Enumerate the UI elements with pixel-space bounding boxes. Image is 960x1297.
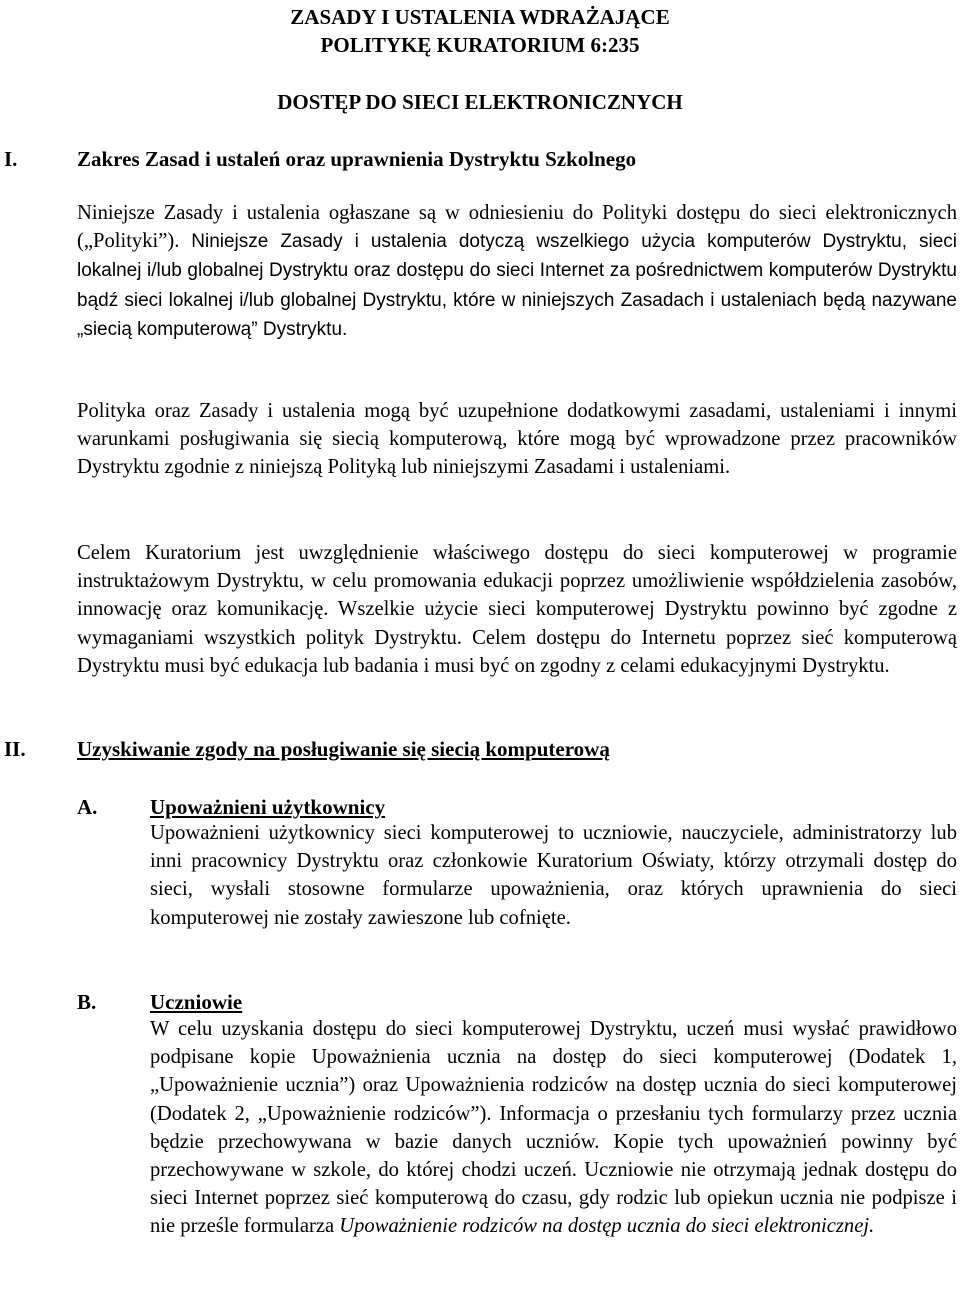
section-2-number: II. — [4, 737, 26, 761]
document-title-line-1: ZASADY I USTALENIA WDRAŻAJĄCE — [290, 5, 670, 29]
subsection-a-text: Upoważnieni użytkownicy sieci komputerowej to uczniowie, nauczyciele, administratorzy lub inni pracownicy Dystryktu oraz członkowie Kuratorium Oświaty, którzy otrzymali dostęp do sieci, wysłali stosowne formularze upoważnienia, oraz których uprawnienia do sieci komputerowej nie zostały zawieszone lub cofnięte. — [150, 822, 957, 929]
section-1-paragraph-3: Celem Kuratorium jest uwzględnienie właściwego dostępu do sieci komputerowej w programie instruktażowym Dystryktu, w celu promowania edukacji poprzez umożliwienie współdzielenia zasobów, innowację oraz komunikację. Wszelkie użycie sieci komputerowej Dystryktu powinno być zgodne z wymaganiami wszystkich polityk Dystryktu. Celem dostępu do Internetu poprzez sieć komputerową Dystryktu musi być edukacja lub badania i musi być on zgodny z celami edukacyjnymi Dystryktu. — [77, 542, 957, 677]
subsection-b-text-regular: W celu uzyskania dostępu do sieci komputerowej Dystryktu, uczeń musi wysłać prawidłowo podpisane kopie Upoważnienia ucznia na dostęp do sieci komputerowej (Dodatek 1, „Upoważnienie ucznia”) oraz Upoważnienia rodziców na dostęp ucznia do sieci komputerowej (Dodatek 2, „Upoważnienie rodziców”). Informacja o przesłaniu tych formularzy przez ucznia będzie przechowywana w bazie danych uczniów. Kopie tych upoważnień powinny być przechowywane w szkole, do której chodzi uczeń. Uczniowie nie otrzymają jednak dostępu do sieci Internet poprzez sieć komputerową do czasu, gdy rodzic lub opiekun ucznia nie podpisze i nie prześle formularza — [150, 1018, 957, 1238]
subsection-a-heading: Upoważnieni użytkownicy — [150, 795, 386, 819]
subsection-b-letter: B. — [77, 990, 97, 1014]
section-1-paragraph-2: Polityka oraz Zasady i ustalenia mogą być uzupełnione dodatkowymi zasadami, ustaleniami i innymi warunkami posługiwania się siecią komputerową, które mogą być wprowadzone przez pracowników Dystryktu zgodnie z niniejszą Polityką lub niniejszymi Zasadami i ustaleniami. — [77, 400, 957, 479]
section-1-paragraph-1 — [77, 199, 957, 344]
subsection-b-heading: Uczniowie — [150, 990, 243, 1014]
section-1-heading: Zakres Zasad i ustaleń oraz uprawnienia Dystryktu Szkolnego — [77, 147, 637, 171]
document-title-line-2: POLITYKĘ KURATORIUM 6:235 — [320, 33, 640, 57]
section-1-number: I. — [4, 147, 18, 171]
section-1-paragraph-1-sans: Niniejsze Zasady i ustalenia dotyczą wszelkiego użycia komputerów Dystryktu, sieci lokalnej i/lub globalnej Dystryktu oraz dostępu do sieci Internet za pośrednictwem komputerów Dystryktu bądź sieci lokalnej i/lub globalnej Dystryktu, które w niniejszych Zasadach i ustaleniach będą nazywane „siecią komputerową” Dystryktu. — [77, 231, 957, 340]
subsection-a-letter: A. — [77, 795, 98, 819]
section-2-heading: Uzyskiwanie zgody na posługiwanie się siecią komputerową — [77, 737, 610, 761]
subsection-b-text — [150, 1015, 957, 1241]
subsection-b-text-italic: Upoważnienie rodziców na dostęp ucznia do sieci elektronicznej. — [339, 1215, 875, 1238]
section-1-paragraph-1-serif: Niniejsze Zasady i ustalenia ogłaszane są w odniesieniu do Polityki dostępu do sieci elektronicznych („Polityki”). — [77, 202, 957, 253]
document-title-line-3: DOSTĘP DO SIECI ELEKTRONICZNYCH — [277, 90, 683, 114]
